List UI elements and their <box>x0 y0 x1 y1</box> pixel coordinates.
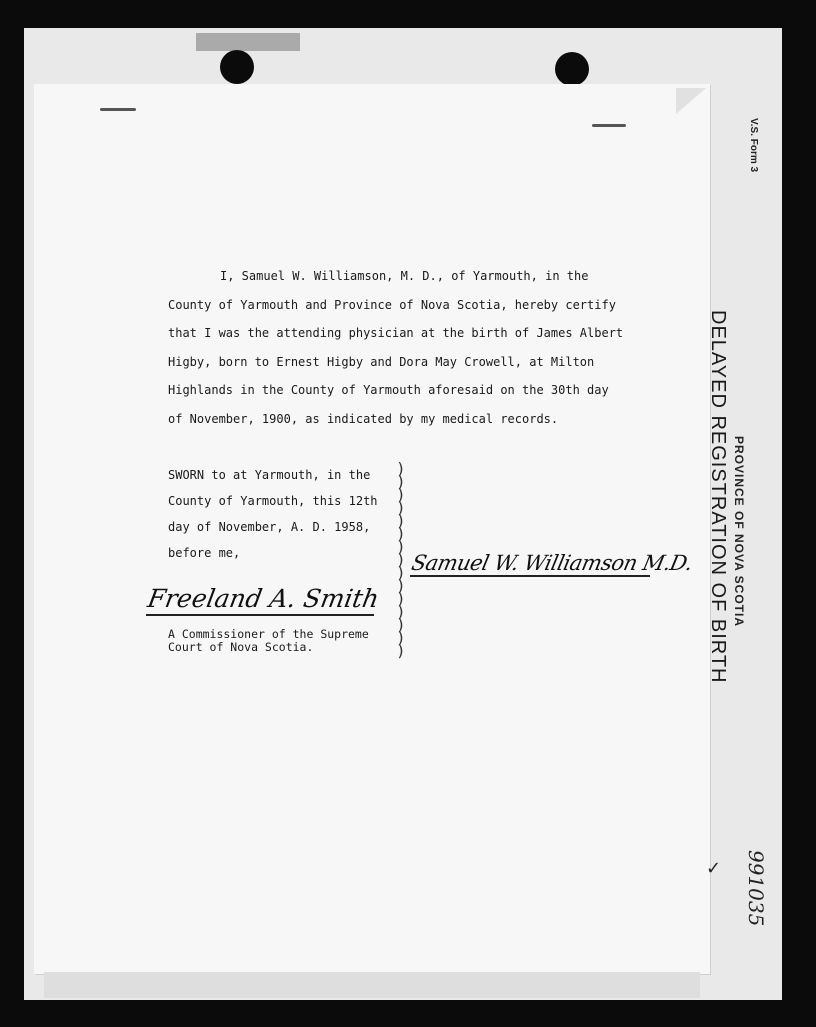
page-corner-fold <box>676 88 706 114</box>
registration-number: 991035 <box>744 850 768 927</box>
certification-line: Higby, born to Ernest Higby and Dora May Crowell, at Milton <box>168 354 595 369</box>
bottom-sheet-edge <box>44 972 700 998</box>
staple-mark-left <box>100 108 136 111</box>
jurat-line: SWORN to at Yarmouth, in the <box>168 468 371 482</box>
staple-mark-right <box>592 124 626 127</box>
province-heading: PROVINCE OF NOVA SCOTIA <box>732 436 746 628</box>
physician-signature-line <box>410 575 650 577</box>
certification-line: Highlands in the County of Yarmouth aforesaid on the 30th day <box>168 383 609 397</box>
jurat-line: before me, <box>168 546 241 560</box>
commissioner-title <box>168 628 369 654</box>
tape-strip <box>196 33 300 51</box>
document-title: DELAYED REGISTRATION OF BIRTH <box>707 310 729 684</box>
commissioner-line: A Commissioner of the Supreme <box>168 627 369 641</box>
commissioner-signature-line <box>146 614 374 616</box>
certification-line: County of Yarmouth and Province of Nova Scotia, hereby certify <box>168 297 616 312</box>
check-mark-icon: ✓ <box>706 858 722 879</box>
jurat-block <box>168 462 378 566</box>
physician-signature: Samuel W. Williamson M.D. <box>409 551 695 575</box>
punch-hole-left <box>220 50 254 84</box>
commissioner-signature: Freeland A. Smith <box>145 584 382 613</box>
certification-line: I, Samuel W. Williamson, M. D., of Yarmouth, in the <box>220 269 589 283</box>
jurat-line: County of Yarmouth, this 12th <box>168 494 378 508</box>
certification-line: of November, 1900, as indicated by my medical records. <box>168 411 559 426</box>
certification-paragraph <box>168 262 638 433</box>
commissioner-line: Court of Nova Scotia. <box>168 640 314 654</box>
jurat-line: day of November, A. D. 1958, <box>168 520 371 534</box>
certification-line: that I was the attending physician at the birth of James Albert <box>168 326 624 340</box>
form-number: V.S. Form 3 <box>748 118 759 173</box>
punch-hole-right <box>555 52 589 86</box>
bracket-column: ) ) ) ) ) ) ) ) ) ) ) ) ) ) ) <box>396 459 406 660</box>
